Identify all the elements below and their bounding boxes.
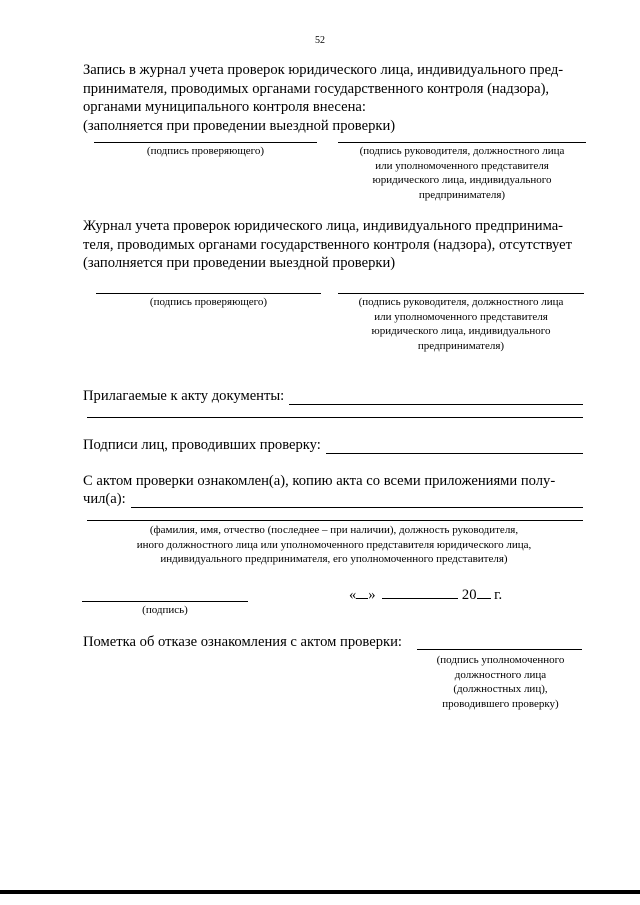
acquainted-caption: (фамилия, имя, отчество (последнее – при наличии), должность руководителя, иного должностного лица или уполномоченного представителя юридического лица, индивидуального предпринимателя, его уполномоченного представителя)	[136, 524, 532, 565]
representative-signature-caption: (подпись руководителя, должностного лица или уполномоченного представителя юридического лица, индивидуального предпринимателя)	[359, 145, 565, 201]
inspector-signature-caption: (подпись проверяющего)	[146, 145, 265, 157]
journal-entry-line: органами муниципального контроля внесена:	[83, 99, 366, 115]
journal-absent-line: теля, проводимых органами государственного контроля (надзора), отсутствует	[83, 236, 572, 253]
journal-entry-line: Запись в журнал учета проверок юридического лица, индивидуального пред-	[83, 62, 564, 78]
page-number: 52	[315, 35, 325, 46]
inspectors-signatures-row	[83, 436, 583, 454]
attached-documents-row	[83, 387, 583, 405]
year-blank[interactable]	[477, 598, 491, 599]
signature-line[interactable]	[82, 601, 248, 602]
acquainted-full-name-line[interactable]	[87, 520, 583, 521]
inspectors-signatures-label: Подписи лиц, проводивших проверку:	[83, 437, 321, 453]
acquainted-line-2: чил(а):	[83, 491, 126, 507]
refusal-caption: (подпись уполномоченного должностного лица (должностных лиц), проводившего проверку)	[436, 654, 565, 710]
inspector-signature-line	[94, 142, 317, 143]
attached-documents-extra-line[interactable]	[87, 417, 583, 418]
acquainted-row	[83, 490, 583, 508]
inspector-signature-caption: (подпись проверяющего)	[149, 296, 268, 308]
journal-entry-paragraph	[83, 61, 585, 135]
representative-signature-line	[338, 293, 584, 294]
journal-absent-paragraph	[83, 217, 585, 273]
acquainted-line-1: С актом проверки ознакомлен(а), копию акта со всеми приложениями полу-	[83, 473, 556, 489]
inspector-signature-line	[96, 293, 321, 294]
bottom-rule	[0, 890, 640, 894]
refusal-label: Пометка об отказе ознакомления с актом проверки:	[83, 634, 402, 650]
journal-absent-line: Журнал учета проверок юридического лица, индивидуального предпринима-	[83, 218, 564, 234]
journal-absent-line: (заполняется при проведении выездной проверки)	[83, 255, 396, 271]
month-blank[interactable]	[382, 598, 458, 599]
journal-entry-line: принимателя, проводимых органами государственного контроля (надзора),	[83, 80, 550, 97]
day-blank[interactable]	[356, 598, 368, 599]
refusal-signature-line[interactable]	[417, 649, 582, 650]
representative-signature-line	[338, 142, 586, 143]
inspectors-signatures-field[interactable]	[326, 439, 583, 454]
signature-caption: (подпись)	[142, 604, 188, 616]
date-field: « » 20 г.	[349, 587, 503, 603]
acquainted-field[interactable]	[131, 493, 583, 508]
journal-entry-line: (заполняется при проведении выездной проверки)	[83, 117, 396, 134]
attached-documents-label: Прилагаемые к акту документы:	[83, 388, 285, 404]
attached-documents-field[interactable]	[289, 390, 583, 405]
representative-signature-caption: (подпись руководителя, должностного лица или уполномоченного представителя юридического лица, индивидуального предпринимателя)	[358, 296, 564, 352]
